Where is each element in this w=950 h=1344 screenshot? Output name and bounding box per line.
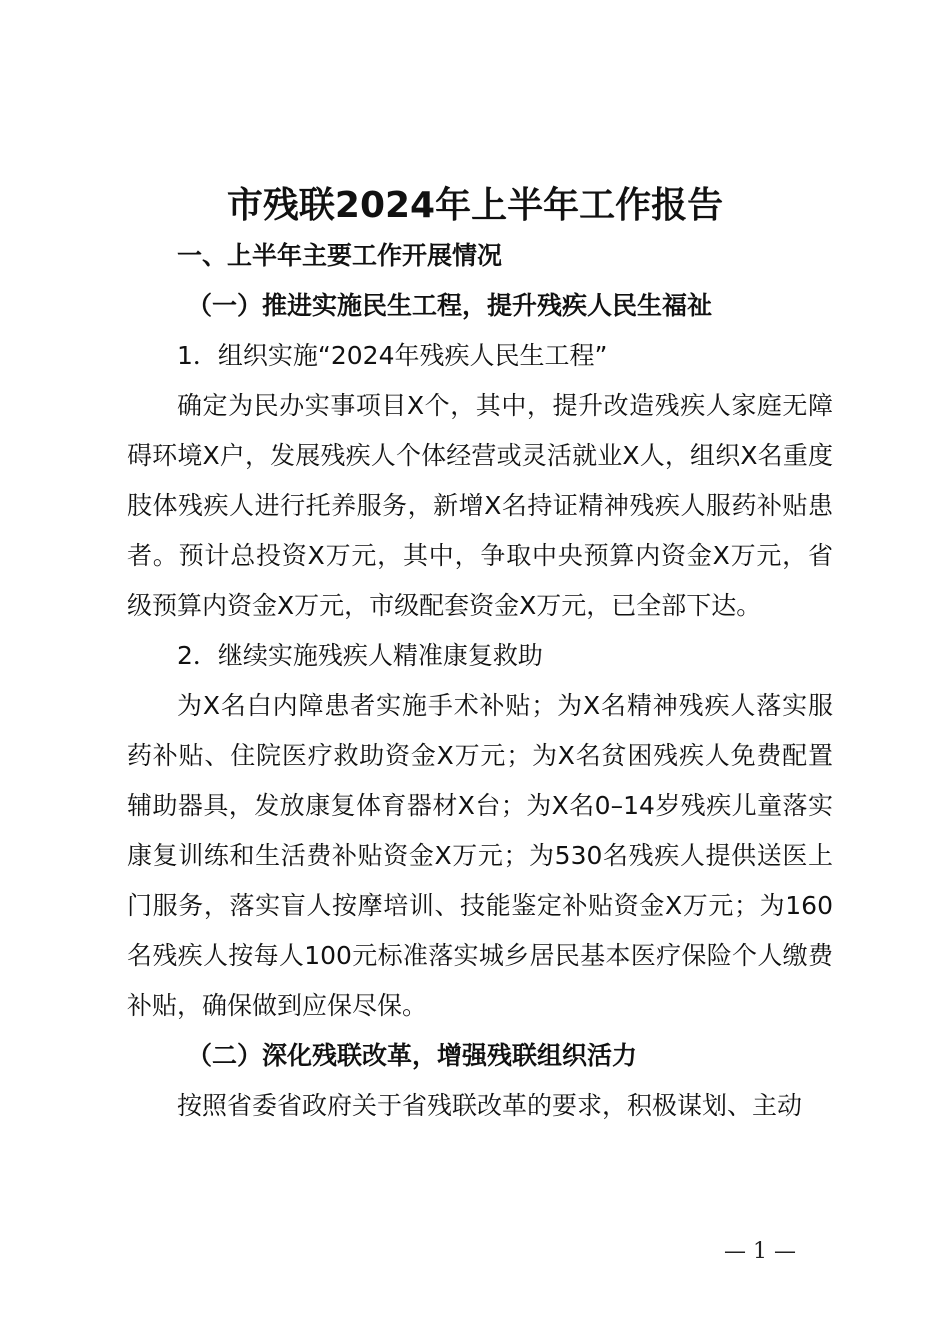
section-heading-1: 一、上半年主要工作开展情况 <box>177 241 503 270</box>
body-paragraph-3: 按照省委省政府关于省残联改革的要求，积极谋划、主动 <box>177 1091 803 1120</box>
body-paragraph-1: 确定为民办实事项目X个，其中，提升改造残疾人家庭无障碍环境X户，发展残疾人个体经营或灵活就业X人，组织X名重度肢体残疾人进行托养服务，新增X名持证精神残疾人服药补贴患者。预计总投资X万元，其中，争取中央预算内资金X万元，省级预算内资金X万元，市级配套资金X万元，已全部下达。 <box>127 391 833 620</box>
document-body <box>127 231 833 1131</box>
item-heading-1: 1．组织实施“2024年残疾人民生工程” <box>177 341 608 370</box>
body-paragraph-2: 为X名白内障患者实施手术补贴；为X名精神残疾人落实服药补贴、住院医疗救助资金X万元；为X名贫困残疾人免费配置辅助器具，发放康复体育器材X台；为X名0–14岁残疾儿童落实康复训练和生活费补贴资金X万元；为530名残疾人提供送医上门服务，落实盲人按摩培训、技能鉴定补贴资金X万元；为160名残疾人按每人100元标准落实城乡居民基本医疗保险个人缴费补贴，确保做到应保尽保。 <box>127 691 833 1020</box>
item-heading-2: 2．继续实施残疾人精准康复救助 <box>177 641 543 670</box>
subsection-heading-2: （二）深化残联改革，增强残联组织活力 <box>187 1041 638 1070</box>
document-title: 市残联2024年上半年工作报告 <box>226 185 724 226</box>
subsection-heading-1: （一）推进实施民生工程，提升残疾人民生福祉 <box>187 291 713 320</box>
page-number: — 1 — <box>724 1239 796 1264</box>
